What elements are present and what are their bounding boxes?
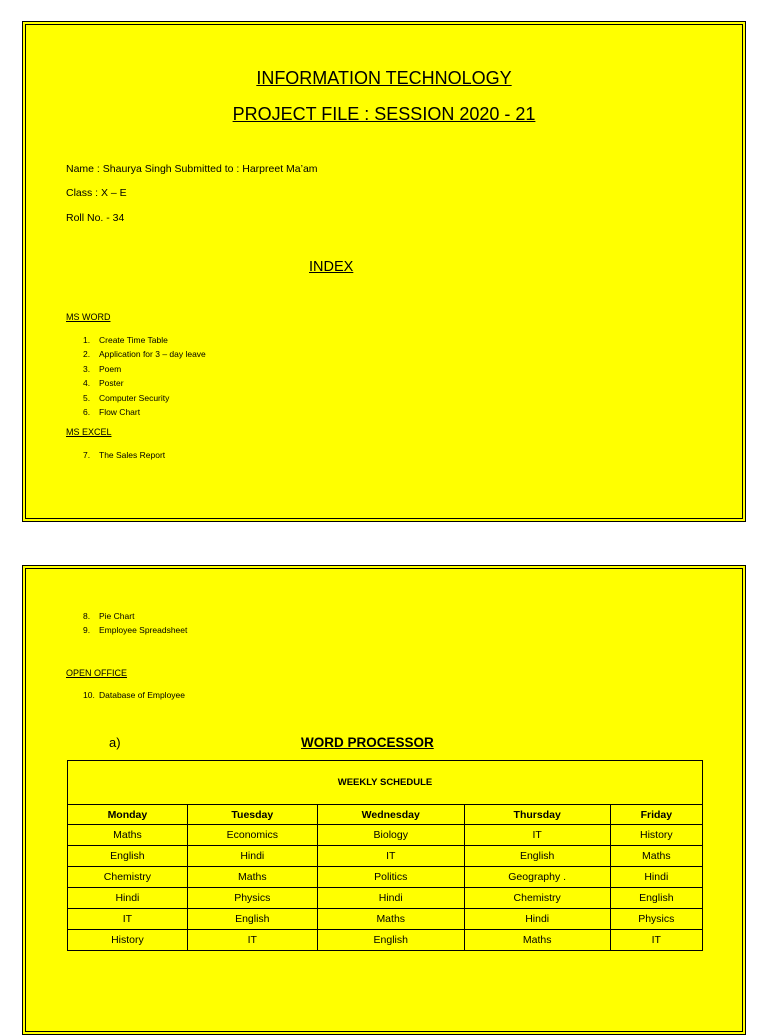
table-header-row: [68, 805, 703, 825]
table-cell: Maths: [68, 825, 188, 846]
table-cell: English: [68, 846, 188, 867]
title-line-1: INFORMATION TECHNOLOGY: [256, 68, 512, 88]
class-line: Class : X – E: [66, 187, 127, 199]
roll-line: Roll No. - 34: [66, 212, 125, 224]
table-cell: History: [68, 930, 188, 951]
table-cell: Biology: [317, 825, 464, 846]
table-cell: Physics: [187, 888, 317, 909]
list-item: 8. Pie Chart: [83, 611, 135, 621]
table-cell: Hindi: [187, 846, 317, 867]
table-caption: WEEKLY SCHEDULE: [68, 761, 703, 805]
table-cell: History: [610, 825, 702, 846]
table-cell: Maths: [187, 867, 317, 888]
ms-word-heading: MS WORD: [66, 312, 111, 322]
table-cell: IT: [187, 930, 317, 951]
table-cell: IT: [317, 846, 464, 867]
project-page-2: [22, 565, 746, 1035]
table-cell: Maths: [464, 930, 610, 951]
table-cell: Maths: [317, 909, 464, 930]
table-cell: Physics: [610, 909, 702, 930]
list-item: 5. Computer Security: [83, 392, 170, 403]
continued-index-list: [83, 609, 187, 638]
table-cell: Chemistry: [464, 888, 610, 909]
word-processor-title: WORD PROCESSOR: [301, 735, 434, 750]
table-row: [68, 909, 703, 930]
list-item: 9. Employee Spreadsheet: [83, 625, 188, 636]
table-cell: Hindi: [317, 888, 464, 909]
list-item: 4. Poster: [83, 378, 124, 389]
table-cell: Hindi: [68, 888, 188, 909]
table-row: [68, 825, 703, 846]
table-cell: Hindi: [610, 867, 702, 888]
weekly-schedule-table: [67, 760, 703, 951]
table-cell: Maths: [610, 846, 702, 867]
header-tuesday: Tuesday: [187, 805, 317, 825]
table-cell: English: [187, 909, 317, 930]
table-cell: Economics: [187, 825, 317, 846]
list-item: 3. Poem: [83, 363, 122, 374]
table-cell: English: [317, 930, 464, 951]
title-line-2: PROJECT FILE : SESSION 2020 - 21: [232, 104, 536, 124]
header-friday: Friday: [610, 805, 702, 825]
table-cell: IT: [68, 909, 188, 930]
table-row: [68, 846, 703, 867]
ms-word-list: [83, 333, 206, 419]
list-item: 10. Database of Employee: [83, 690, 185, 700]
table-row: [68, 930, 703, 951]
section-letter: a): [109, 735, 121, 750]
table-cell: IT: [610, 930, 702, 951]
list-item: 2. Application for 3 – day leave: [83, 349, 206, 360]
header-thursday: Thursday: [464, 805, 610, 825]
list-item: 7. The Sales Report: [83, 450, 166, 460]
table-cell: Politics: [317, 867, 464, 888]
header-wednesday: Wednesday: [317, 805, 464, 825]
index-heading: INDEX: [309, 259, 354, 275]
open-office-heading: OPEN OFFICE: [66, 668, 128, 678]
table-row: [68, 888, 703, 909]
table-cell: English: [610, 888, 702, 909]
list-item: 6. Flow Chart: [83, 406, 141, 417]
table-cell: Geography .: [464, 867, 610, 888]
open-office-list: [83, 688, 185, 702]
table-cell: Chemistry: [68, 867, 188, 888]
header-monday: Monday: [68, 805, 188, 825]
table-cell: IT: [464, 825, 610, 846]
project-cover-page: [22, 21, 746, 522]
ms-excel-list: [83, 448, 165, 462]
table-cell: English: [464, 846, 610, 867]
table-row: [68, 867, 703, 888]
list-item: 1. Create Time Table: [83, 335, 168, 345]
ms-excel-heading: MS EXCEL: [66, 427, 112, 437]
name-line: Name : Shaurya Singh Submitted to : Harpreet Ma’am: [66, 163, 318, 175]
table-cell: Hindi: [464, 909, 610, 930]
